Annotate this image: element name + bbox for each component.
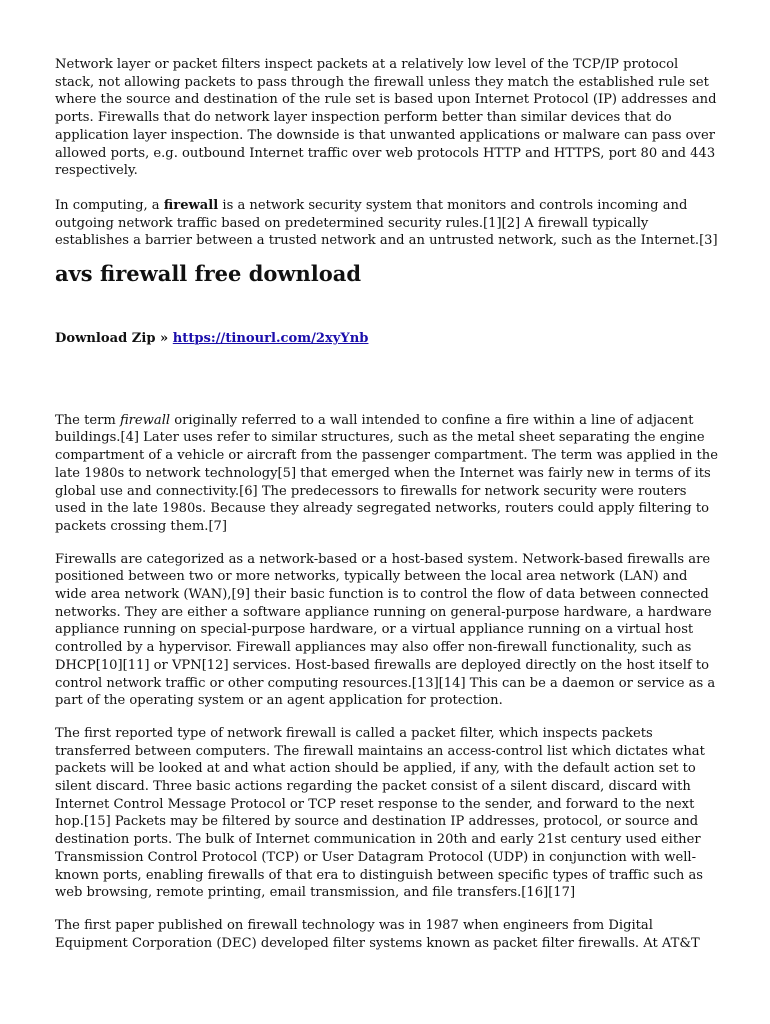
download-link[interactable]: https://tinourl.com/2xyYnb xyxy=(172,331,369,346)
italic-term-firewall: firewall xyxy=(119,412,171,428)
text-segment: In computing, a xyxy=(55,198,164,213)
paragraph-network-layer: Network layer or packet filters inspect packets at a relatively low level of the TCP/IP protocol stack, not allowing packets to pass through the firewall unless they match the established rule set where the source and destination of the rule set is based upon Internet Protocol (IP) addresses and ports. Firewalls that do network layer inspection perform better than similar devices that do application layer inspection. The downside is that unwanted applications or malware can pass over allowed ports, e.g. outbound Internet traffic over web protocols HTTP and HTTPS, port 80 and 443 respectively. xyxy=(55,57,717,179)
text-segment: is a network security system that monitors and controls incoming and outgoing network traffic based on predetermined security rules.[1][2] A firewall typically establishes a barrier between a trusted network and an untrusted network, such as the Internet.[3] xyxy=(55,198,718,249)
text-segment: The term xyxy=(55,412,120,428)
document-body xyxy=(55,56,720,952)
download-line xyxy=(55,330,720,348)
paragraph-categories: Firewalls are categorized as a network-based or a host-based system. Network-based firewalls are positioned between two or more networks, typically between the local area network (LAN) and wide area network (WAN),[9] their basic function is to control the flow of data between connected networks. They are either a software appliance running on general-purpose hardware, a hardware appliance running on special-purpose hardware, or a virtual appliance running on a virtual host controlled by a hypervisor. Firewall appliances may also offer non-firewall functionality, such as DHCP[10][11] or VPN[12] services. Host-based firewalls are deployed directly on the host itself to control network traffic or other computing resources.[13][14] This can be a daemon or service as a part of the operating system or an agent application for protection. xyxy=(55,551,716,709)
bold-term-firewall: firewall xyxy=(163,198,219,213)
page-heading: avs firewall free download xyxy=(55,261,362,286)
paragraph-firewall-definition xyxy=(55,197,720,250)
download-label: Download Zip » xyxy=(55,331,173,346)
text-segment: originally referred to a wall intended to confine a fire within a line of adjacent buildings.[4] Later uses refer to similar structures, such as the metal sheet separating the engine compartment of a vehicle or aircraft from the passenger compartment. The term was applied in the late 1980s to network technology[5] that emerged when the Internet was fairly new in terms of its global use and connectivity.[6] The predecessors to firewalls for network security were routers used in the late 1980s. Because they already segregated networks, routers could apply filtering to packets crossing them.[7] xyxy=(55,412,718,534)
paragraph-first-paper: The first paper published on firewall technology was in 1987 when engineers from Digital Equipment Corporation (DEC) developed filter systems known as packet filter firewalls. At AT&T xyxy=(55,917,700,951)
paragraph-term-history xyxy=(55,412,720,536)
paragraph-packet-filter: The first reported type of network firewall is called a packet filter, which inspects packets transferred between computers. The firewall maintains an access-control list which dictates what packets will be looked at and what action should be applied, if any, with the default action set to silent discard. Three basic actions regarding the packet consist of a silent discard, discard with Internet Control Message Protocol or TCP reset response to the sender, and forward to the next hop.[15] Packets may be filtered by source and destination IP addresses, protocol, or source and destination ports. The bulk of Internet communication in 20th and early 21st century used either Transmission Control Protocol (TCP) or User Datagram Protocol (UDP) in conjunction with well-known ports, enabling firewalls of that era to distinguish between specific types of traffic such as web browsing, remote printing, email transmission, and file transfers.[16][17] xyxy=(55,725,705,901)
